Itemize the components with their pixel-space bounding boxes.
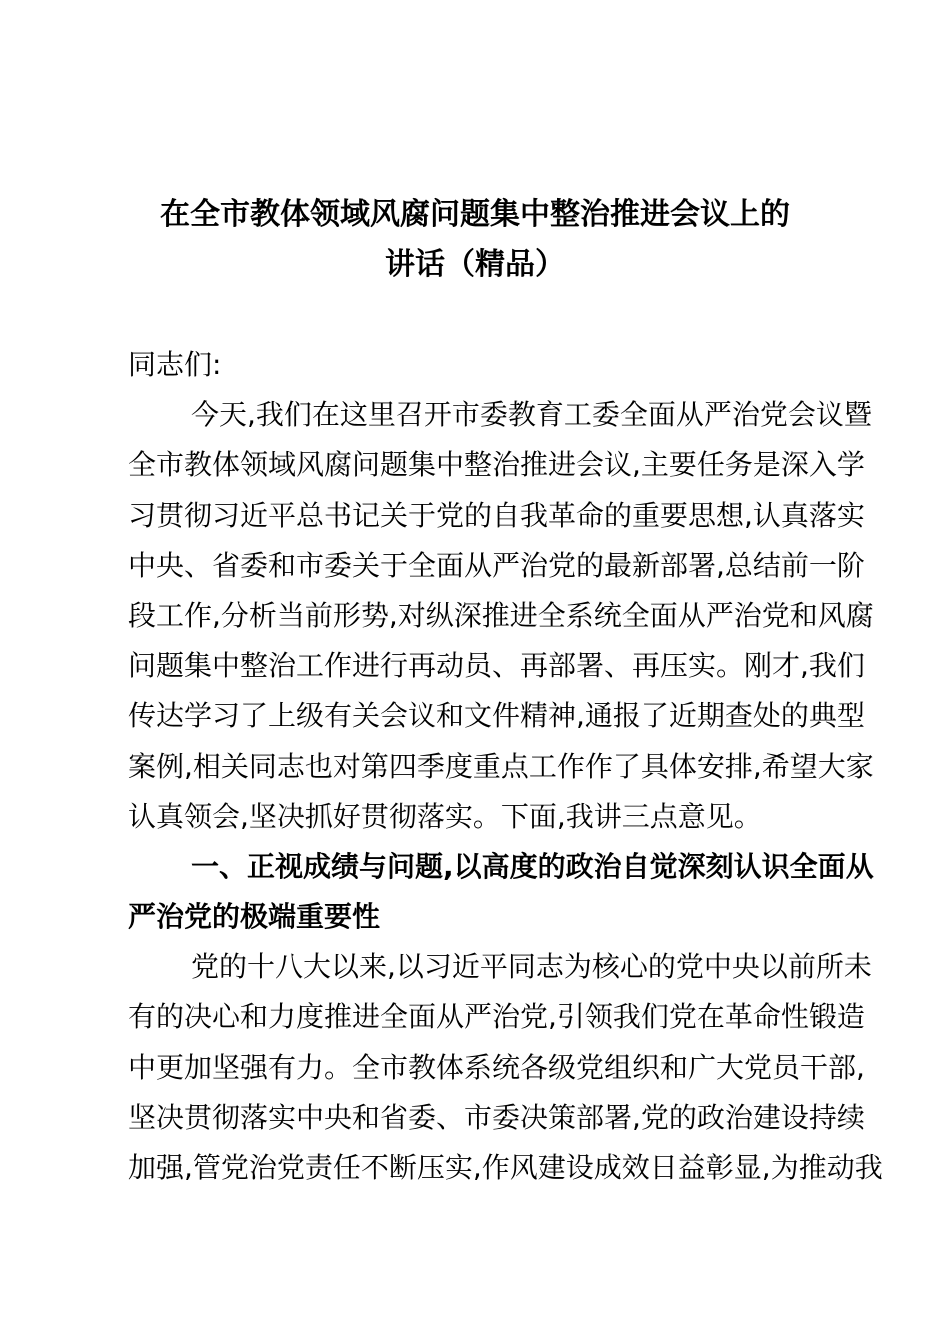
paragraph-line: 中央、省委和市委关于全面从严治党的最新部署,总结前一阶 xyxy=(128,548,865,582)
paragraph-line: 案例,相关同志也对第四季度重点工作作了具体安排,希望大家 xyxy=(128,749,874,783)
paragraph-line: 传达学习了上级有关会议和文件精神,通报了近期查处的典型 xyxy=(128,699,865,733)
section-heading-line: 严治党的极端重要性 xyxy=(128,900,381,934)
document-body xyxy=(128,340,883,1193)
salutation: 同志们: xyxy=(128,348,222,381)
paragraph-line: 习贯彻习近平总书记关于党的自我革命的重要思想,认真落实 xyxy=(128,498,865,532)
paragraph-line: 今天,我们在这里召开市委教育工委全面从严治党会议暨 xyxy=(191,398,872,432)
paragraph-line: 全市教体领域风腐问题集中整治推进会议,主要任务是深入学 xyxy=(128,448,865,482)
paragraph-line: 加强,管党治党责任不断压实,作风建设成效日益彰显,为推动我 xyxy=(128,1151,883,1184)
paragraph-line: 党的十八大以来,以习近平同志为核心的党中央以前所未 xyxy=(191,950,872,984)
paragraph-line: 问题集中整治工作进行再动员、再部署、再压实。刚才,我们 xyxy=(128,649,865,683)
paragraph-line: 认真领会,坚决抓好贯彻落实。下面,我讲三点意见。 xyxy=(128,799,762,833)
paragraph-line: 有的决心和力度推进全面从严治党,引领我们党在革命性锻造 xyxy=(128,1000,865,1034)
document-title-line-1: 在全市教体领域风腐问题集中整治推进会议上的 xyxy=(160,197,790,232)
paragraph-line: 段工作,分析当前形势,对纵深推进全系统全面从严治党和风腐 xyxy=(128,598,874,632)
paragraph-line: 中更加坚强有力。全市教体系统各级党组织和广大党员干部, xyxy=(128,1050,865,1084)
document-title-line-2: 讲话（精品） xyxy=(385,247,565,282)
paragraph-line: 坚决贯彻落实中央和省委、市委决策部署,党的政治建设持续 xyxy=(128,1100,865,1134)
section-heading-line: 一、正视成绩与问题,以高度的政治自觉深刻认识全面从 xyxy=(191,849,874,883)
